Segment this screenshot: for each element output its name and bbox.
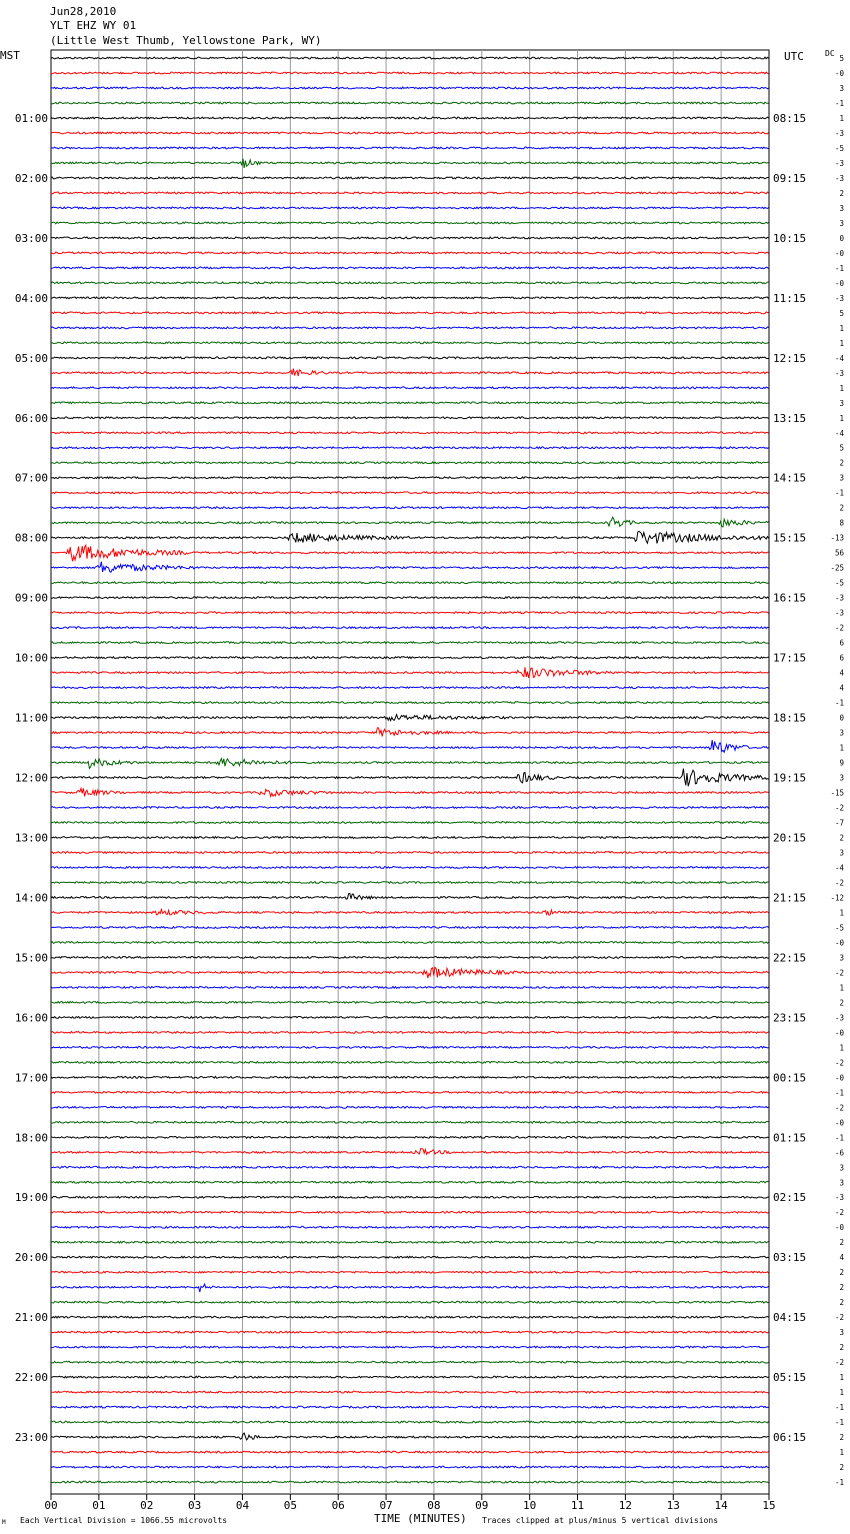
x-tick-label: 09 xyxy=(475,1499,489,1512)
dc-offset-label: -1 xyxy=(834,1418,844,1428)
seismic-trace xyxy=(51,967,769,978)
dc-offset-label: 6 xyxy=(839,638,844,648)
seismic-trace xyxy=(51,1346,769,1348)
dc-offset-label: -0 xyxy=(834,1028,844,1038)
seismic-trace xyxy=(51,297,769,299)
dc-offset-label: -0 xyxy=(834,1118,844,1128)
dc-offset-label: -0 xyxy=(834,938,844,948)
plot-frame xyxy=(51,50,769,1494)
dc-offset-label: -1 xyxy=(834,1478,844,1488)
seismic-trace xyxy=(51,132,769,134)
seismic-trace xyxy=(51,177,769,179)
x-tick-label: 10 xyxy=(523,1499,537,1512)
seismic-trace xyxy=(51,1002,769,1004)
corner-mark: M xyxy=(2,1519,6,1526)
dc-offset-label: 8 xyxy=(839,518,844,528)
dc-offset-label: 2 xyxy=(839,833,844,843)
x-tick-label: 01 xyxy=(92,1499,106,1512)
dc-offset-label: -1 xyxy=(834,1133,844,1143)
seismic-trace xyxy=(51,657,769,659)
dc-offset-label: -0 xyxy=(834,278,844,288)
seismic-trace xyxy=(51,477,769,479)
left-hour-label: 03:00 xyxy=(14,231,48,245)
dc-offset-label: -0 xyxy=(834,248,844,258)
dc-offset-label: -1 xyxy=(834,1403,844,1413)
dc-offset-label: 3 xyxy=(839,473,844,483)
dc-offset-label: -3 xyxy=(834,158,844,168)
seismic-trace xyxy=(51,531,769,543)
seismic-trace xyxy=(51,72,769,74)
seismic-trace xyxy=(51,87,769,89)
x-tick-label: 13 xyxy=(666,1499,680,1512)
dc-offset-label: -25 xyxy=(830,563,844,573)
dc-offset-label: -15 xyxy=(830,788,844,798)
right-timezone-label: UTC xyxy=(784,50,804,63)
dc-offset-label: 1 xyxy=(839,1373,844,1383)
dc-offset-label: -2 xyxy=(834,1358,844,1368)
dc-offset-label: 5 xyxy=(839,308,844,318)
seismic-trace xyxy=(51,1017,769,1019)
dc-offset-label: -7 xyxy=(834,818,844,828)
dc-offset-label: -13 xyxy=(830,533,844,543)
seismic-trace xyxy=(51,1076,769,1078)
seismic-trace xyxy=(51,882,769,884)
seismic-trace xyxy=(51,788,769,796)
dc-offset-label: 9 xyxy=(839,758,844,768)
left-hour-label: 14:00 xyxy=(14,891,48,905)
seismic-trace xyxy=(51,562,769,573)
left-hour-label: 17:00 xyxy=(14,1071,48,1085)
seismic-trace xyxy=(51,159,769,168)
dc-offset-label: -6 xyxy=(834,1148,844,1158)
left-hour-label: 16:00 xyxy=(14,1011,48,1025)
clip-note: Traces clipped at plus/minus 5 vertical divisions xyxy=(482,1516,719,1525)
seismic-trace xyxy=(51,769,769,787)
seismic-trace xyxy=(51,807,769,809)
seismic-trace xyxy=(51,1301,769,1303)
seismic-trace xyxy=(51,402,769,404)
dc-offset-label: -3 xyxy=(834,593,844,603)
seismic-trace xyxy=(51,627,769,629)
dc-offset-label: 1 xyxy=(839,1448,844,1458)
x-tick-label: 08 xyxy=(427,1499,441,1512)
dc-offset-label: 3 xyxy=(839,953,844,963)
right-hour-label: 22:15 xyxy=(773,951,807,965)
seismic-trace xyxy=(51,117,769,119)
dc-offset-label: -1 xyxy=(834,98,844,108)
right-hour-label: 23:15 xyxy=(773,1011,807,1025)
dc-offset-label: -3 xyxy=(834,608,844,618)
left-hour-label: 05:00 xyxy=(14,351,48,365)
dc-offset-label: 2 xyxy=(839,1238,844,1248)
seismic-trace xyxy=(51,1181,769,1183)
right-hour-label: 20:15 xyxy=(773,831,807,845)
right-hour-label: 10:15 xyxy=(773,231,807,245)
dc-offset-label: -2 xyxy=(834,878,844,888)
right-hour-label: 09:15 xyxy=(773,171,807,185)
dc-offset-label: 1 xyxy=(839,383,844,393)
seismic-trace xyxy=(51,387,769,389)
dc-offset-label: 1 xyxy=(839,1043,844,1053)
dc-offset-label: -2 xyxy=(834,1103,844,1113)
left-hour-label: 21:00 xyxy=(14,1311,48,1325)
dc-offset-label: 2 xyxy=(839,1298,844,1308)
dc-offset-label: 4 xyxy=(839,683,844,693)
dc-offset-label: 1 xyxy=(839,113,844,123)
dc-offset-label: 5 xyxy=(839,54,844,63)
seismic-trace xyxy=(51,1433,769,1440)
seismic-trace xyxy=(51,1391,769,1393)
station-code: YLT EHZ WY 01 xyxy=(50,19,137,32)
dc-offset-label: 3 xyxy=(839,218,844,228)
seismic-trace xyxy=(51,837,769,839)
right-hour-label: 12:15 xyxy=(773,351,807,365)
seismic-trace xyxy=(51,192,769,194)
seismic-trace xyxy=(51,987,769,989)
right-hour-label: 04:15 xyxy=(773,1311,807,1325)
dc-offset-label: 6 xyxy=(839,653,844,663)
left-hour-label: 22:00 xyxy=(14,1371,48,1385)
dc-offset-label: 2 xyxy=(839,1283,844,1293)
seismic-trace xyxy=(51,222,769,224)
right-hour-label: 03:15 xyxy=(773,1251,807,1265)
left-hour-label: 07:00 xyxy=(14,471,48,485)
dc-offset-label: -12 xyxy=(830,893,844,903)
left-hour-label: 06:00 xyxy=(14,411,48,425)
dc-offset-label: -3 xyxy=(834,173,844,183)
seismic-trace xyxy=(51,1361,769,1363)
seismic-trace xyxy=(51,687,769,689)
dc-offset-label: 3 xyxy=(839,398,844,408)
seismic-trace xyxy=(51,517,769,527)
seismic-trace xyxy=(51,942,769,944)
seismic-trace xyxy=(51,715,769,721)
seismic-trace xyxy=(51,1256,769,1258)
seismic-trace xyxy=(51,728,769,737)
dc-offset-label: -3 xyxy=(834,1013,844,1023)
seismic-trace xyxy=(51,492,769,494)
seismic-trace xyxy=(51,102,769,104)
dc-offset-label: -5 xyxy=(834,923,844,933)
seismic-trace xyxy=(51,1241,769,1243)
x-tick-label: 00 xyxy=(44,1499,58,1512)
right-hour-label: 13:15 xyxy=(773,411,807,425)
dc-offset-label: 4 xyxy=(839,1253,844,1263)
right-hour-label: 11:15 xyxy=(773,291,807,305)
seismic-trace xyxy=(51,1284,769,1292)
left-hour-label: 12:00 xyxy=(14,771,48,785)
dc-offset-label: 2 xyxy=(839,1343,844,1353)
dc-offset-label: 2 xyxy=(839,1433,844,1443)
dc-offset-label: -2 xyxy=(834,623,844,633)
seismic-trace xyxy=(51,237,769,239)
x-tick-label: 04 xyxy=(235,1499,250,1512)
seismic-trace xyxy=(51,822,769,824)
seismic-trace xyxy=(51,1149,769,1154)
right-hour-label: 15:15 xyxy=(773,531,807,545)
seismic-trace xyxy=(51,267,769,269)
seismic-trace xyxy=(51,642,769,644)
dc-offset-label: -3 xyxy=(834,368,844,378)
seismic-trace xyxy=(51,207,769,209)
dc-offset-label: -1 xyxy=(834,698,844,708)
seismic-trace xyxy=(51,282,769,284)
seismic-trace xyxy=(51,1136,769,1138)
right-hour-label: 06:15 xyxy=(773,1431,807,1445)
seismic-trace xyxy=(51,612,769,614)
left-hour-label: 04:00 xyxy=(14,291,48,305)
dc-offset-label: 3 xyxy=(839,1328,844,1338)
right-hour-label: 17:15 xyxy=(773,651,807,665)
x-tick-label: 07 xyxy=(379,1499,393,1512)
right-hour-label: 16:15 xyxy=(773,591,807,605)
seismic-trace xyxy=(51,1421,769,1423)
seismic-trace xyxy=(51,1106,769,1108)
x-tick-label: 03 xyxy=(187,1499,202,1512)
scale-note: Each Vertical Division = 1066.55 microvolts xyxy=(20,1516,228,1525)
dc-offset-label: -5 xyxy=(834,143,844,153)
seismic-trace xyxy=(51,1466,769,1468)
left-hour-label: 10:00 xyxy=(14,651,48,665)
seismic-trace xyxy=(51,927,769,929)
dc-offset-label: -2 xyxy=(834,968,844,978)
dc-offset-label: 4 xyxy=(839,668,844,678)
seismic-trace xyxy=(51,312,769,314)
seismic-trace xyxy=(51,667,769,678)
right-hour-label: 01:15 xyxy=(773,1131,807,1145)
seismic-trace xyxy=(51,1211,769,1213)
dc-offset-label: 2 xyxy=(839,998,844,1008)
seismic-trace xyxy=(51,1271,769,1273)
left-hour-label: 18:00 xyxy=(14,1131,48,1145)
left-hour-label: 11:00 xyxy=(14,711,48,725)
dc-offset-label: -2 xyxy=(834,1058,844,1068)
seismic-trace xyxy=(51,447,769,449)
dc-offset-label: -2 xyxy=(834,803,844,813)
seismic-trace xyxy=(51,1331,769,1333)
seismic-trace xyxy=(51,432,769,434)
dc-offset-label: 2 xyxy=(839,458,844,468)
dc-offset-label: -4 xyxy=(834,353,844,363)
seismic-trace xyxy=(51,545,769,561)
seismic-trace xyxy=(51,759,769,769)
dc-offset-label: 3 xyxy=(839,728,844,738)
seismic-trace xyxy=(51,1226,769,1228)
dc-offset-label: -1 xyxy=(834,1088,844,1098)
left-hour-label: 15:00 xyxy=(14,951,48,965)
dc-offset-label: 1 xyxy=(839,413,844,423)
left-hour-label: 19:00 xyxy=(14,1191,48,1205)
dc-offset-label: 56 xyxy=(834,548,844,558)
seismic-trace xyxy=(51,57,769,59)
dc-offset-label: -4 xyxy=(834,863,844,873)
dc-offset-label: -2 xyxy=(834,1313,844,1323)
seismic-trace xyxy=(51,1046,769,1048)
dc-offset-label: 5 xyxy=(839,443,844,453)
right-hour-label: 08:15 xyxy=(773,111,807,125)
dc-offset-label: 3 xyxy=(839,773,844,783)
dc-offset-label: 3 xyxy=(839,848,844,858)
station-location: (Little West Thumb, Yellowstone Park, WY) xyxy=(50,34,322,47)
dc-offset-label: -0 xyxy=(834,68,844,78)
right-hour-label: 18:15 xyxy=(773,711,807,725)
dc-offset-label: 3 xyxy=(839,1178,844,1188)
right-hour-label: 00:15 xyxy=(773,1071,807,1085)
dc-offset-label: -2 xyxy=(834,1208,844,1218)
seismic-trace xyxy=(51,867,769,869)
dc-offset-label: -4 xyxy=(834,428,844,438)
left-timezone-label: MST xyxy=(0,49,20,62)
seismic-trace xyxy=(51,909,769,915)
left-hour-label: 02:00 xyxy=(14,171,48,185)
seismic-trace xyxy=(51,702,769,704)
seismic-trace xyxy=(51,357,769,359)
seismic-trace xyxy=(51,147,769,149)
dc-offset-label: -1 xyxy=(834,263,844,273)
left-hour-label: 09:00 xyxy=(14,591,48,605)
left-hour-label: 01:00 xyxy=(14,111,48,125)
dc-offset-label: 2 xyxy=(839,503,844,513)
dc-offset-label: 2 xyxy=(839,188,844,198)
dc-offset-label: -3 xyxy=(834,293,844,303)
dc-column-label: DC xyxy=(825,49,835,58)
right-hour-label: 02:15 xyxy=(773,1191,807,1205)
dc-offset-label: -3 xyxy=(834,1193,844,1203)
seismic-trace xyxy=(51,1091,769,1093)
seismic-trace xyxy=(51,1406,769,1408)
seismic-trace xyxy=(51,1481,769,1483)
seismic-trace xyxy=(51,1166,769,1168)
seismic-trace xyxy=(51,1061,769,1063)
seismic-trace xyxy=(51,462,769,464)
dc-offset-label: -5 xyxy=(834,578,844,588)
seismic-trace xyxy=(51,1121,769,1123)
seismic-trace xyxy=(51,1376,769,1378)
seismic-trace xyxy=(51,417,769,419)
dc-offset-label: 0 xyxy=(839,713,844,723)
seismic-trace xyxy=(51,342,769,344)
seismic-trace xyxy=(51,1316,769,1318)
dc-offset-label: -1 xyxy=(834,488,844,498)
x-tick-label: 05 xyxy=(283,1499,297,1512)
dc-offset-label: 1 xyxy=(839,743,844,753)
x-tick-label: 14 xyxy=(714,1499,728,1512)
dc-offset-label: 1 xyxy=(839,1388,844,1398)
dc-offset-label: 1 xyxy=(839,908,844,918)
x-tick-label: 12 xyxy=(618,1499,633,1512)
dc-offset-label: 3 xyxy=(839,1163,844,1173)
seismic-trace xyxy=(51,369,769,376)
dc-offset-label: 1 xyxy=(839,338,844,348)
right-hour-label: 21:15 xyxy=(773,891,807,905)
right-hour-label: 05:15 xyxy=(773,1371,807,1385)
right-hour-label: 19:15 xyxy=(773,771,807,785)
seismic-trace xyxy=(51,852,769,854)
seismic-trace xyxy=(51,507,769,509)
seismic-trace xyxy=(51,957,769,959)
seismic-trace xyxy=(51,1196,769,1198)
dc-offset-label: -0 xyxy=(834,1223,844,1233)
seismic-trace xyxy=(51,327,769,329)
dc-offset-label: 2 xyxy=(839,1463,844,1473)
x-tick-label: 15 xyxy=(762,1499,776,1512)
right-hour-label: 14:15 xyxy=(773,471,807,485)
seismic-trace xyxy=(51,582,769,584)
x-tick-label: 02 xyxy=(140,1499,154,1512)
dc-offset-label: 1 xyxy=(839,983,844,993)
left-hour-label: 23:00 xyxy=(14,1431,48,1445)
x-axis-label: TIME (MINUTES) xyxy=(374,1512,467,1525)
dc-offset-label: 0 xyxy=(839,233,844,243)
x-tick-label: 11 xyxy=(570,1499,585,1512)
seismic-trace xyxy=(51,1451,769,1453)
left-hour-label: 13:00 xyxy=(14,831,48,845)
left-hour-label: 20:00 xyxy=(14,1251,48,1265)
seismic-trace xyxy=(51,1032,769,1034)
seismic-trace xyxy=(51,252,769,254)
x-tick-label: 06 xyxy=(331,1499,345,1512)
dc-offset-label: -3 xyxy=(834,128,844,138)
left-hour-label: 08:00 xyxy=(14,531,48,545)
dc-offset-label: 3 xyxy=(839,83,844,93)
seismic-trace xyxy=(51,893,769,899)
dc-offset-label: 3 xyxy=(839,203,844,213)
dc-offset-label: 2 xyxy=(839,1268,844,1278)
seismic-trace xyxy=(51,740,769,752)
plot-date: Jun28,2010 xyxy=(50,5,117,18)
dc-offset-label: -0 xyxy=(834,1073,844,1083)
dc-offset-label: 1 xyxy=(839,323,844,333)
seismic-trace xyxy=(51,597,769,599)
